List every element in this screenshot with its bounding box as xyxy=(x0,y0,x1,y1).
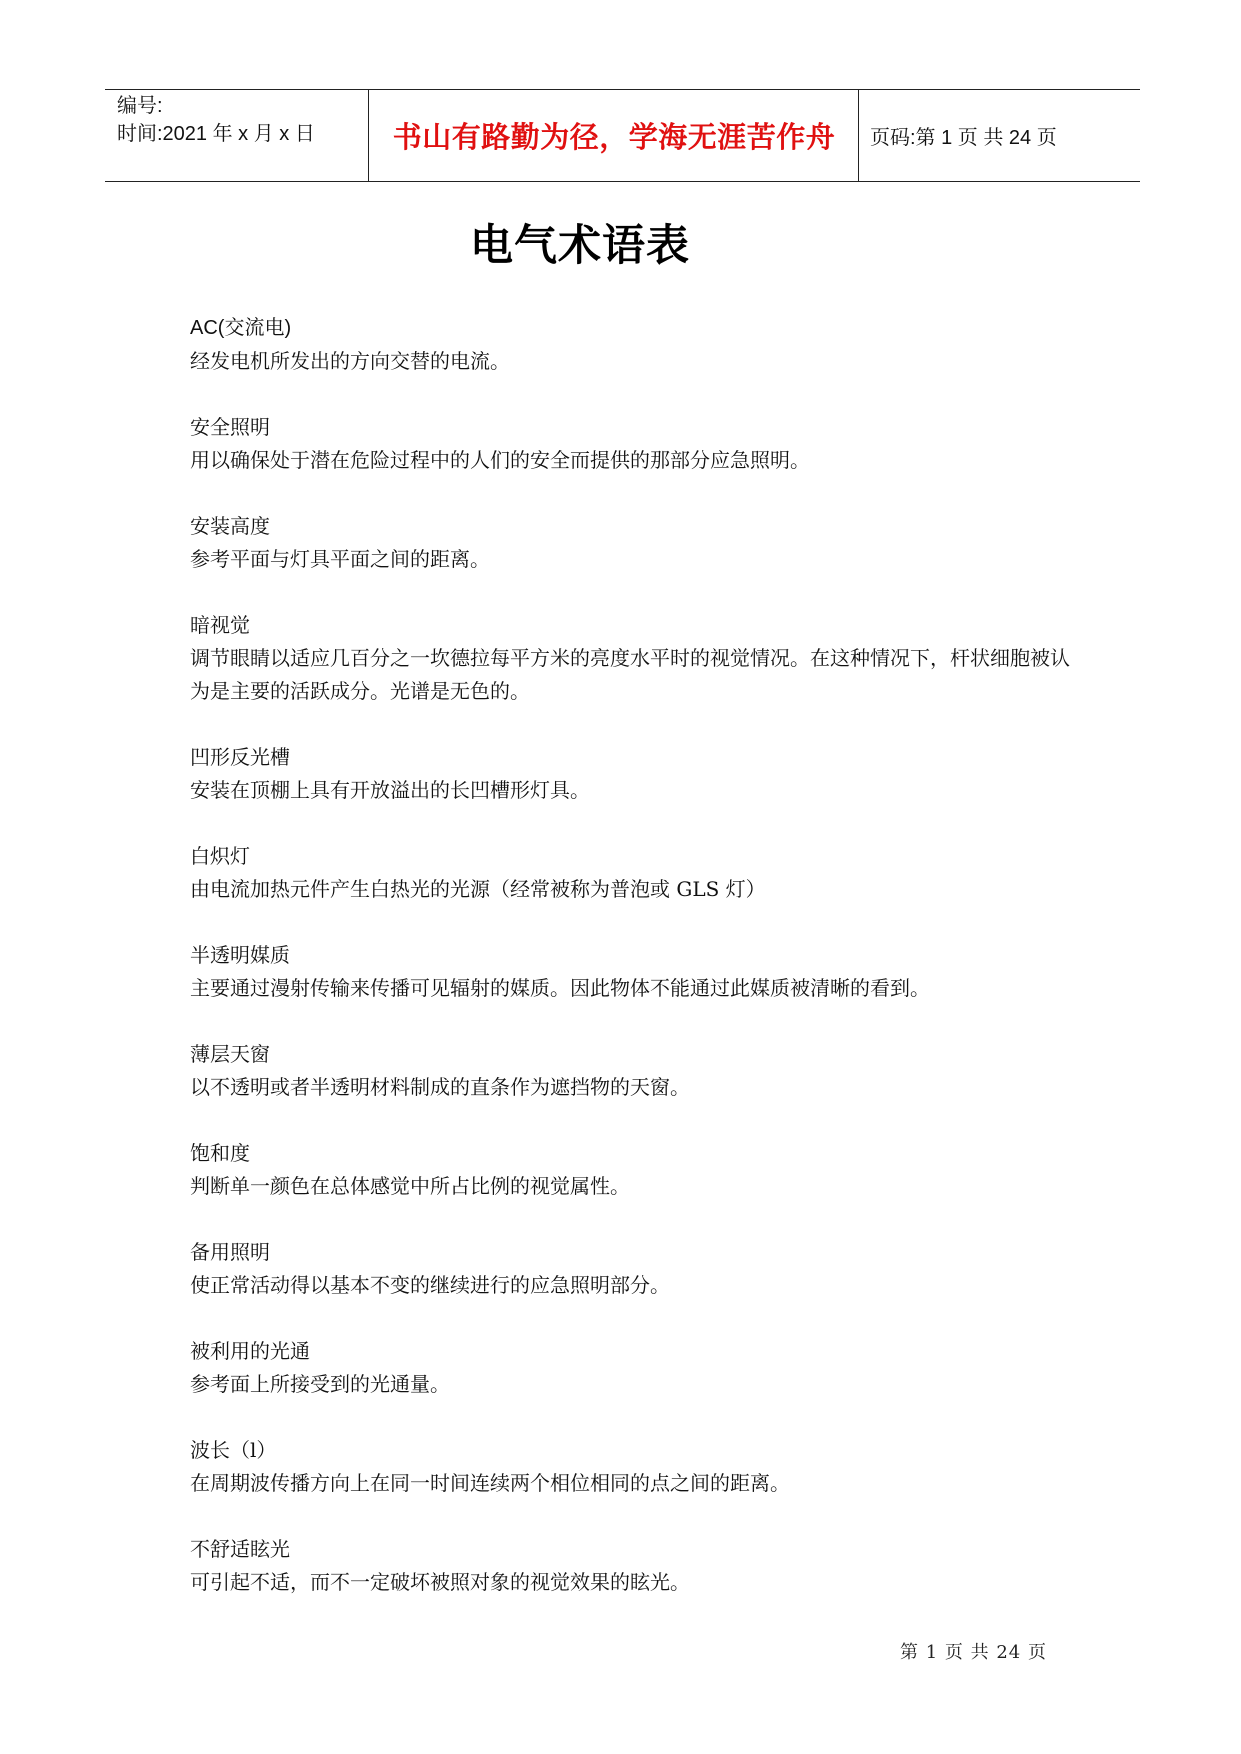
glossary-list xyxy=(190,312,1080,1632)
entry-term: 薄层天窗 xyxy=(190,1042,270,1066)
glossary-entry xyxy=(190,411,1080,477)
entry-definition: 参考平面与灯具平面之间的距离。 xyxy=(190,547,490,571)
header-divider-left xyxy=(368,89,369,182)
glossary-entry xyxy=(190,939,1080,1005)
glossary-entry xyxy=(190,1533,1080,1599)
entry-term: 饱和度 xyxy=(190,1141,250,1165)
entry-definition: 在周期波传播方向上在同一时间连续两个相位相同的点之间的距离。 xyxy=(190,1471,790,1495)
entry-term: 凹形反光槽 xyxy=(190,745,290,769)
entry-term: 不舒适眩光 xyxy=(190,1537,290,1561)
entry-term: 安全照明 xyxy=(190,415,270,439)
entry-term: 白炽灯 xyxy=(190,844,250,868)
glossary-entry xyxy=(190,1038,1080,1104)
entry-definition: 判断单一颜色在总体感觉中所占比例的视觉属性。 xyxy=(190,1174,630,1198)
entry-definition: 安装在顶棚上具有开放溢出的长凹槽形灯具。 xyxy=(190,778,590,802)
time-label: 时间:2021 年 x 月 x 日 xyxy=(117,123,315,145)
entry-definition: 使正常活动得以基本不变的继续进行的应急照明部分。 xyxy=(190,1273,670,1297)
glossary-entry xyxy=(190,840,1080,906)
entry-term: 备用照明 xyxy=(190,1240,270,1264)
glossary-entry xyxy=(190,1137,1080,1203)
entry-definition: 以不透明或者半透明材料制成的直条作为遮挡物的天窗。 xyxy=(190,1075,690,1099)
glossary-entry xyxy=(190,510,1080,576)
header-page-info: 页码:第 1 页 共 24 页 xyxy=(870,127,1057,149)
page-title: 电气术语表 xyxy=(470,221,690,271)
entry-definition: 由电流加热元件产生白热光的光源（经常被称为普泡或 GLS 灯） xyxy=(190,877,766,901)
header-meta xyxy=(117,92,362,148)
entry-term: AC(交流电) xyxy=(190,317,292,339)
glossary-entry xyxy=(190,1335,1080,1401)
entry-term: 半透明媒质 xyxy=(190,943,290,967)
header-divider-right xyxy=(858,89,859,182)
entry-definition: 调节眼睛以适应几百分之一坎德拉每平方米的亮度水平时的视觉情况。在这种情况下，杆状细胞被认为是主要的活跃成分。光谱是无色的。 xyxy=(190,646,1070,703)
entry-term: 暗视觉 xyxy=(190,613,250,637)
entry-term: 安装高度 xyxy=(190,514,270,538)
entry-term: 波长（l） xyxy=(190,1438,277,1462)
entry-definition: 经发电机所发出的方向交替的电流。 xyxy=(190,349,510,373)
glossary-entry xyxy=(190,312,1080,378)
number-label: 编号: xyxy=(117,95,163,117)
entry-definition: 用以确保处于潜在危险过程中的人们的安全而提供的那部分应急照明。 xyxy=(190,448,810,472)
entry-definition: 可引起不适，而不一定破坏被照对象的视觉效果的眩光。 xyxy=(190,1570,690,1594)
entry-term: 被利用的光通 xyxy=(190,1339,310,1363)
header-motto: 书山有路勤为径，学海无涯苦作舟 xyxy=(392,120,836,154)
entry-definition: 主要通过漫射传输来传播可见辐射的媒质。因此物体不能通过此媒质被清晰的看到。 xyxy=(190,976,930,1000)
glossary-entry xyxy=(190,741,1080,807)
entry-definition: 参考面上所接受到的光通量。 xyxy=(190,1372,450,1396)
footer-page-number: 第 1 页 共 24 页 xyxy=(900,1642,1047,1663)
glossary-entry xyxy=(190,1434,1080,1500)
glossary-entry xyxy=(190,609,1080,708)
glossary-entry xyxy=(190,1236,1080,1302)
